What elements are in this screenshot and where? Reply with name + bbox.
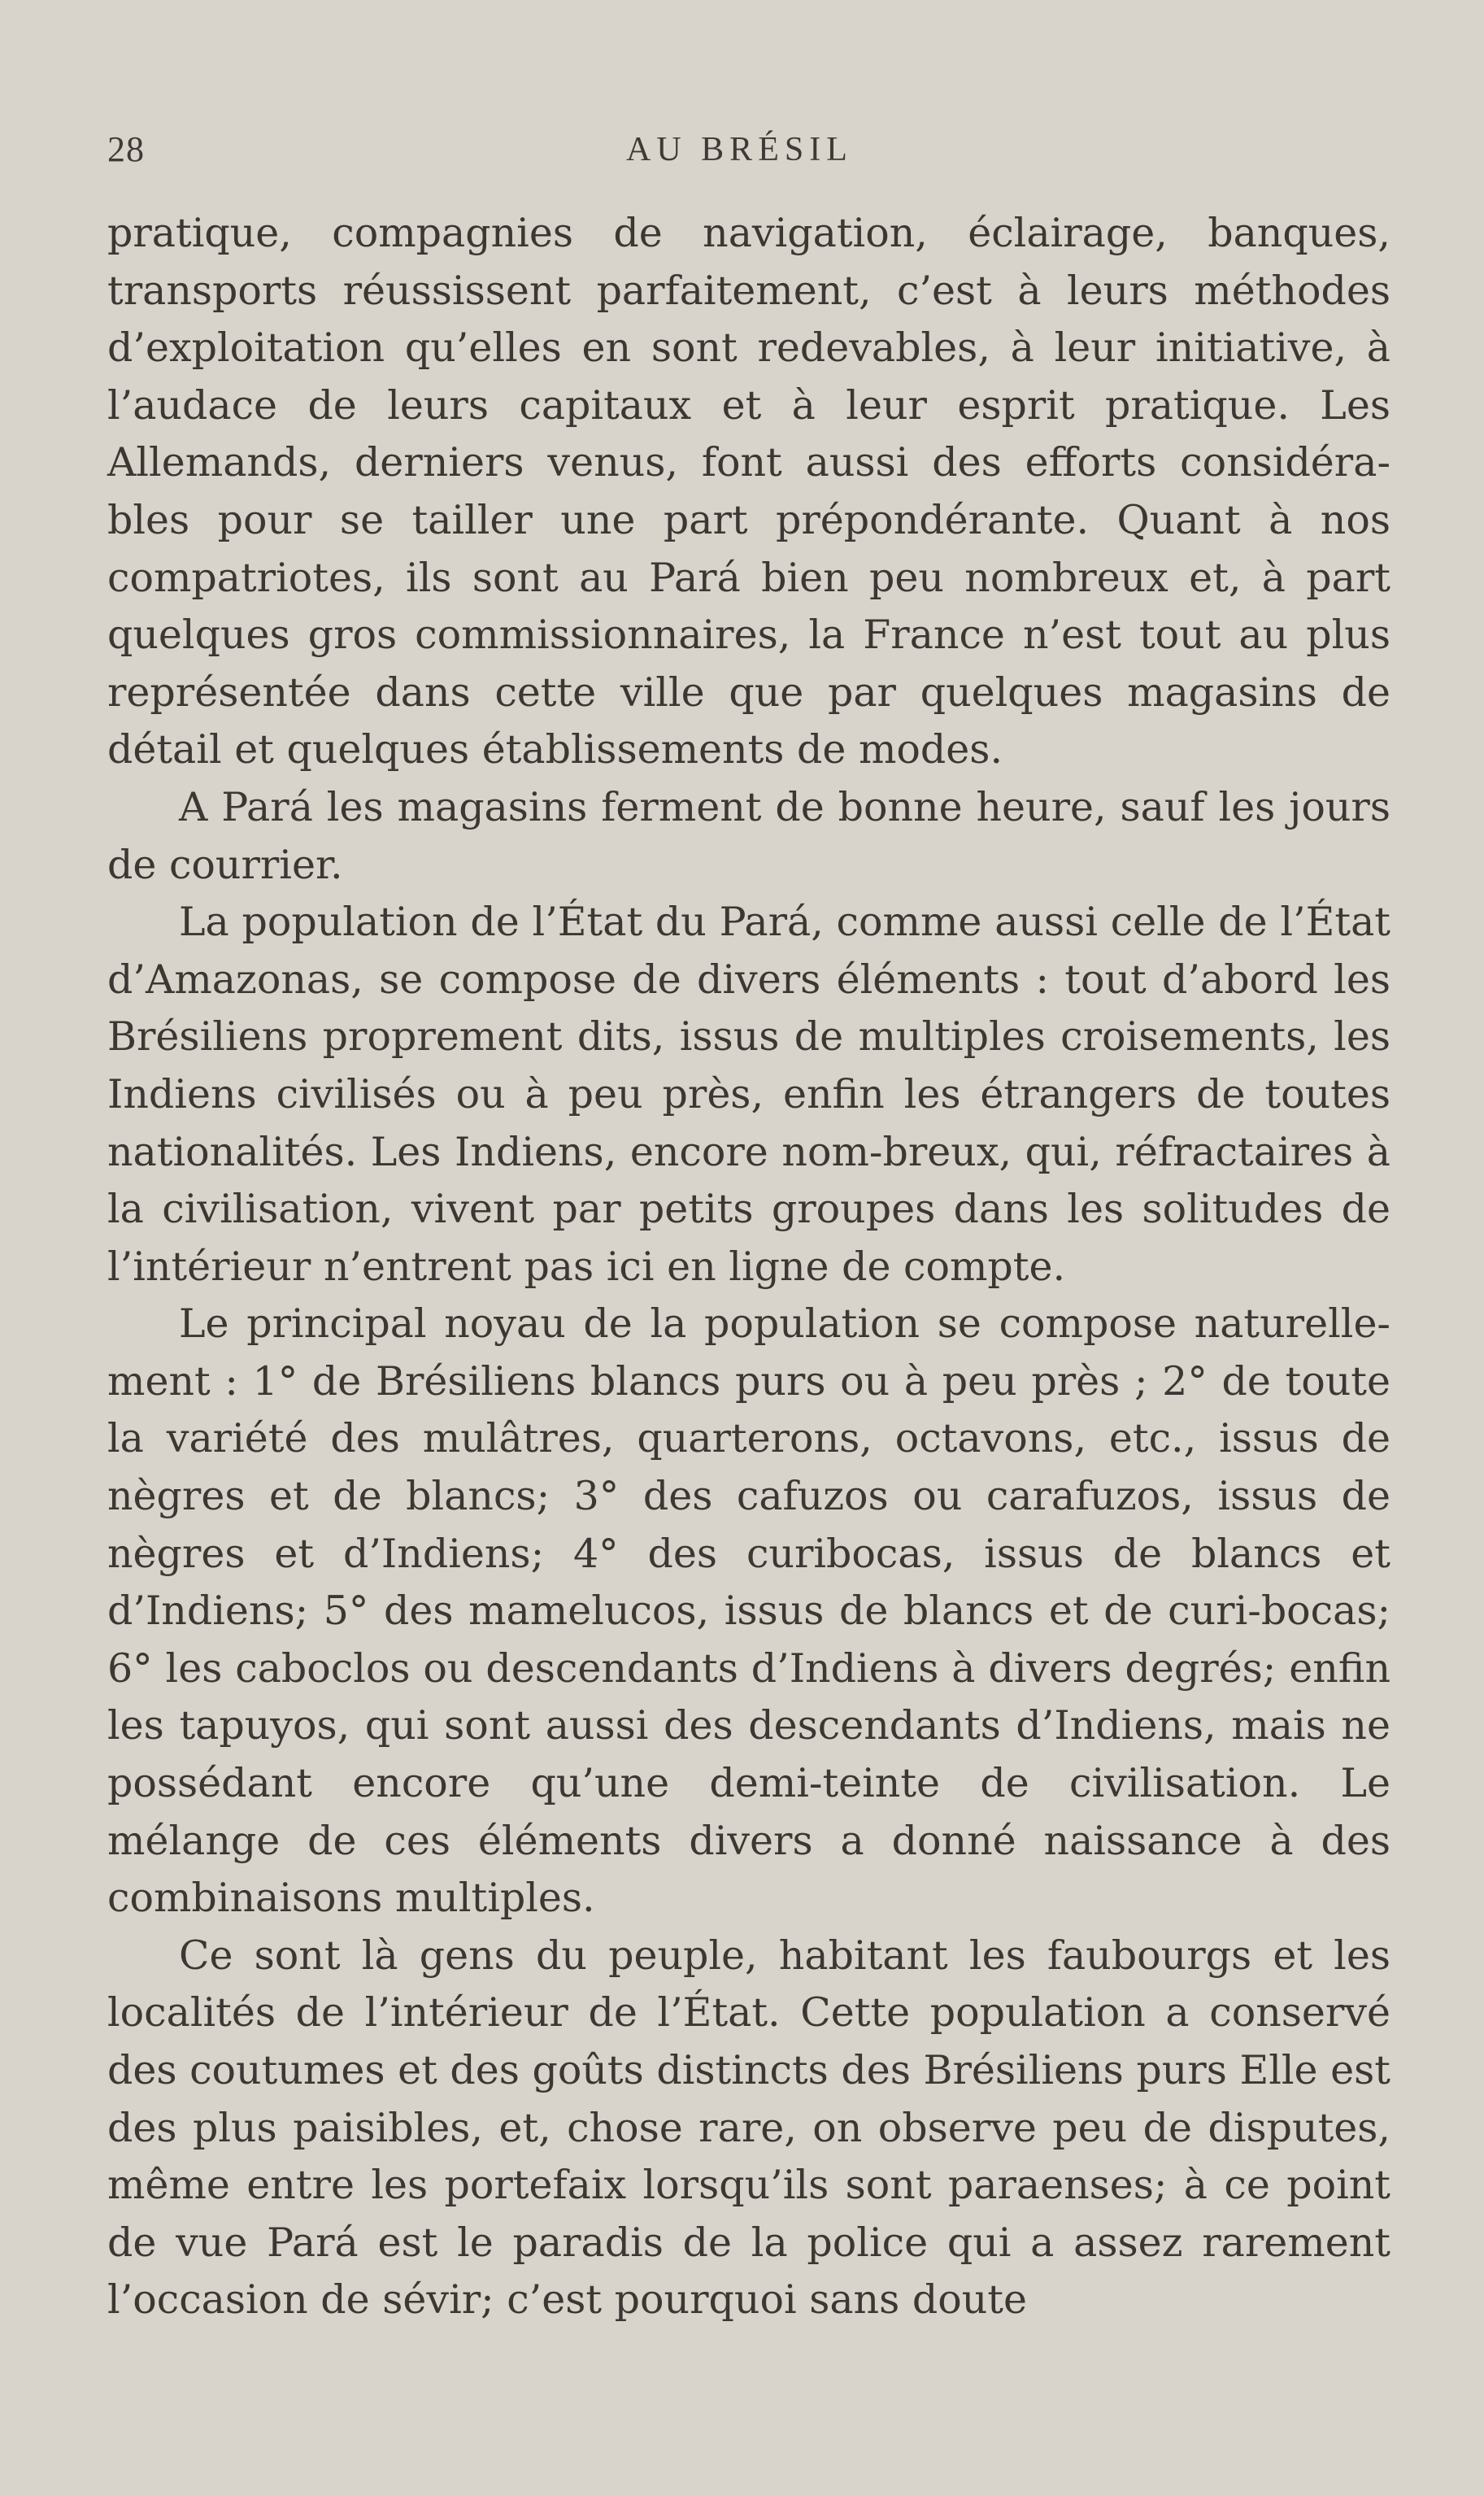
paragraph-population-core: Le principal noyau de la population se compose naturelle-ment : 1° de Brésiliens blancs purs ou à peu près ; 2° de toute la variété des mulâtres, quarterons, octavons, etc., issus de nègres et de blancs; 3° des cafuzos ou carafuzos, issus de nègres et d’Indiens; 4° des curibocas, issus de blancs et d’Indiens; 5° des mamelucos, issus de blancs et de curi-bocas; 6° les caboclos ou descendants d’Indiens à divers degrés; enfin les tapuyos, qui sont aussi des descendants d’Indiens, mais ne possédant encore qu’une demi-teinte de civilisation. Le mélange de ces éléments divers a donné naissance à des combinaisons multiples. <box>107 1300 1390 1922</box>
paragraph-common-people: Ce sont là gens du peuple, habitant les faubourgs et les localités de l’intérieur de l’État. Cette population a conservé des coutumes et des goûts distincts des Brésiliens purs Elle est des plus paisibles, et, chose rare, on observe peu de disputes, même entre les portefaix lorsqu’ils sont paraenses; à ce point de vue Pará est le paradis de la police qui a assez rarement l’occasion de sévir; c’est pourquoi sans doute <box>107 1932 1390 2324</box>
paragraph-population: La population de l’État du Pará, comme aussi celle de l’État d’Amazonas, se compose de divers éléments : tout d’abord les Brésiliens proprement dits, issus de multiples croisements, les Indiens civilisés ou à peu près, enfin les étrangers de toutes nationalités. Les Indiens, encore nom-breux, qui, réfractaires à la civilisation, vivent par petits groupes dans les solitudes de l’intérieur n’entrent pas ici en ligne de compte. <box>107 899 1390 1290</box>
page-number: 28 <box>107 129 145 169</box>
body-text <box>107 205 1390 2329</box>
running-title: AU BRÉSIL <box>626 131 853 168</box>
paragraph-shops-hours: A Pará les magasins ferment de bonne heure, sauf les jours de courrier. <box>107 783 1390 888</box>
paragraph-continuation: pratique, compagnies de navigation, éclairage, banques, transports réussissent parfaitement, c’est à leurs méthodes d’exploitation qu’elles en sont redevables, à leur initiative, à l’audace de leurs capitaux et à leur esprit pratique. Les Allemands, derniers venus, font aussi des efforts considéra-bles pour se tailler une part prépondérante. Quant à nos compatriotes, ils sont au Pará bien peu nombreux et, à part quelques gros commissionnaires, la France n’est tout au plus représentée dans cette ville que par quelques magasins de détail et quelques établissements de modes. <box>107 210 1390 773</box>
